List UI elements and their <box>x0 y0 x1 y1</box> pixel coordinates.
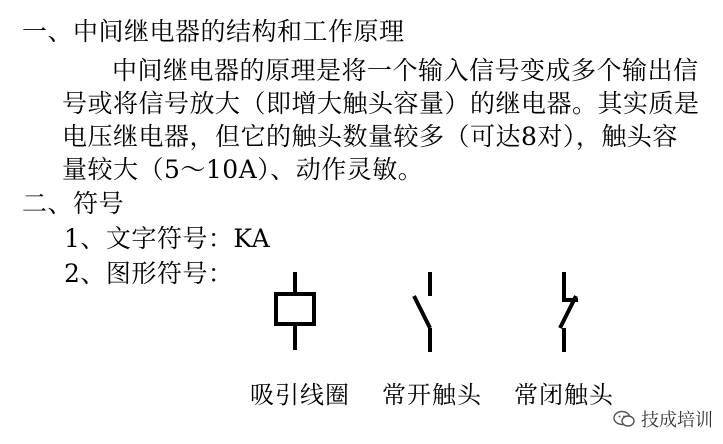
normally-open-contact-icon <box>404 270 444 354</box>
graphic-symbol-item: 2、图形符号： <box>64 259 234 288</box>
paragraph-line-1: 中间继电器的原理是将一个输入信号变成多个输出信 <box>112 56 699 85</box>
section-1-title: 一、中间继电器的结构和工作原理 <box>22 17 405 46</box>
paragraph-line-3: 电压继电器，但它的触头数量较多（可达8对），触头容 <box>62 122 678 151</box>
wechat-icon <box>613 410 635 428</box>
relay-coil-icon <box>270 270 320 352</box>
symbol-caption-normally-closed: 常闭触头 <box>514 381 614 409</box>
watermark-text: 技成培训 <box>641 410 713 431</box>
watermark <box>613 406 713 432</box>
paragraph-line-2: 号或将信号放大（即增大触头容量）的继电器。其实质是 <box>62 89 700 118</box>
symbol-caption-normally-open: 常开触头 <box>382 381 482 409</box>
symbol-caption-coil: 吸引线圈 <box>250 381 350 409</box>
paragraph-line-4: 量较大（5～10A）、动作灵敏。 <box>62 155 424 184</box>
section-2-title: 二、符号 <box>22 189 125 218</box>
normally-closed-contact-icon <box>546 270 586 354</box>
text-symbol-item: 1、文字符号：KA <box>64 224 271 253</box>
